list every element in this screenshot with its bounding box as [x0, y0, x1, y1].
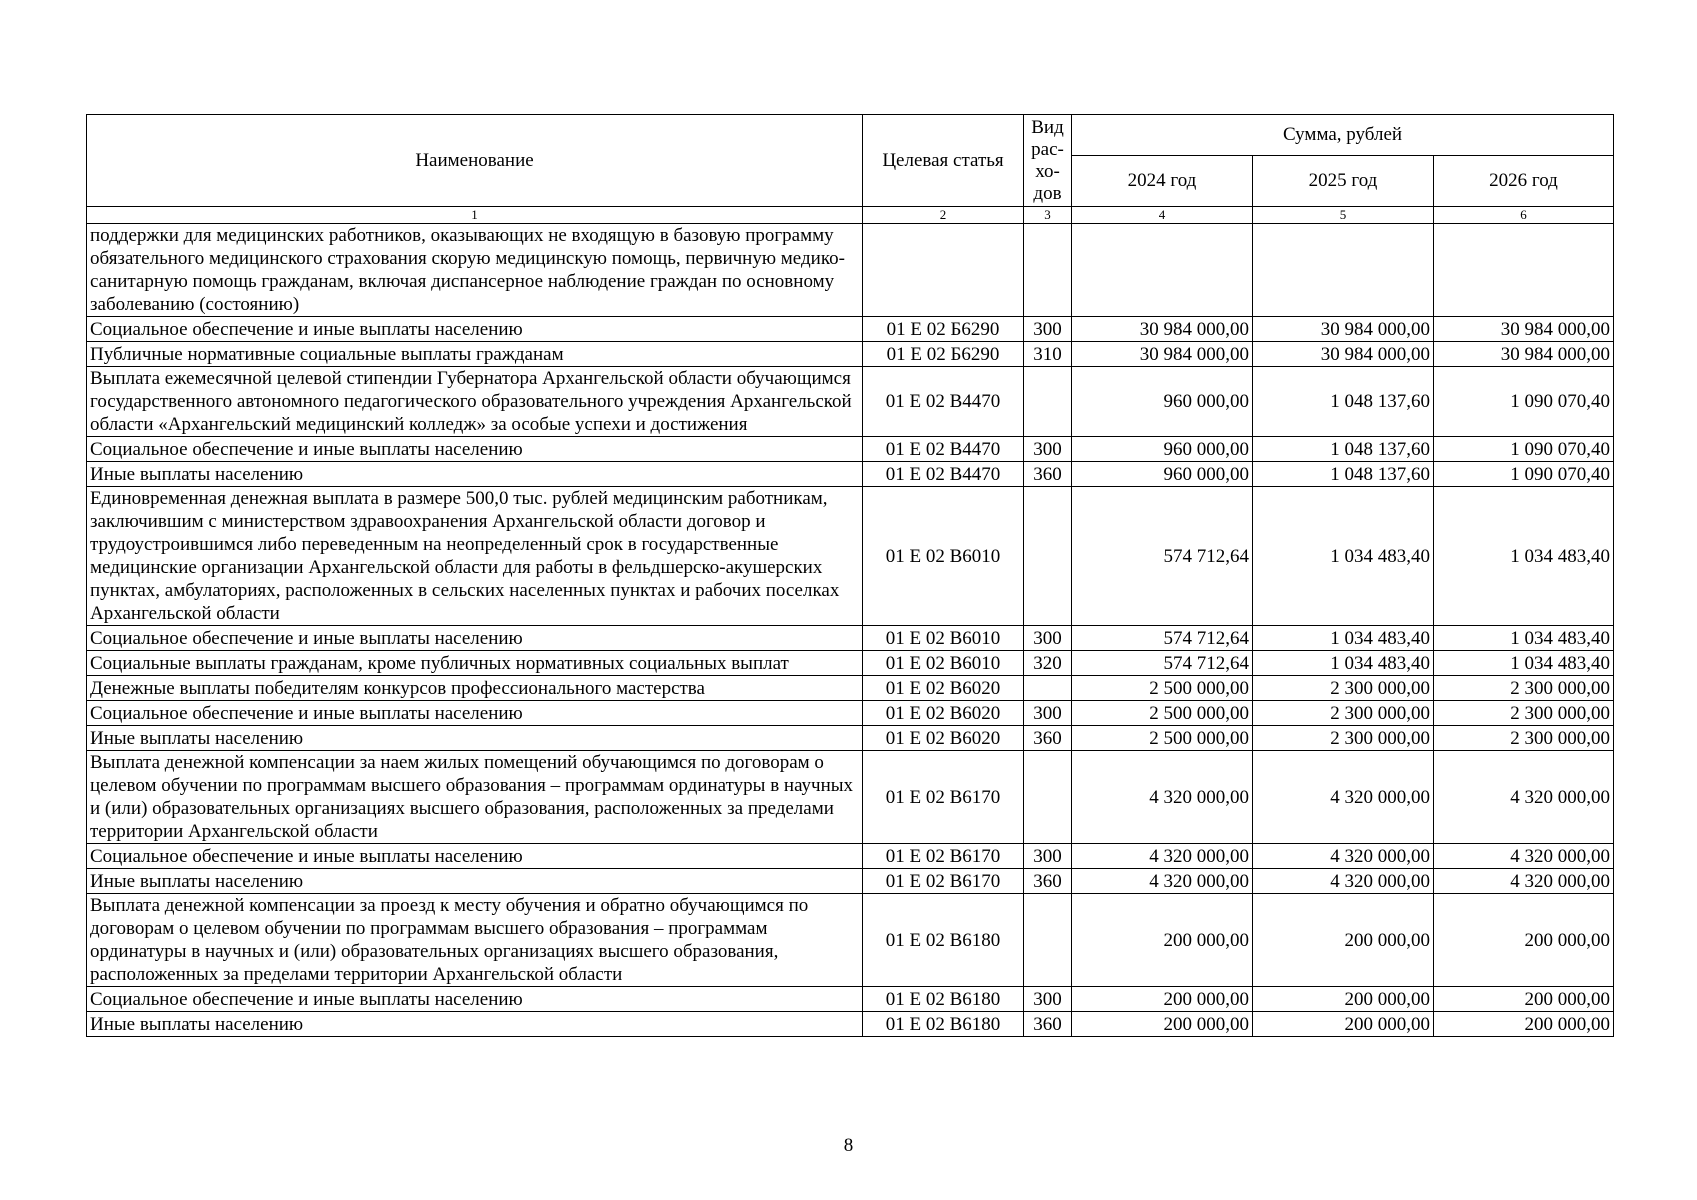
row-name-cell: Социальное обеспечение и иные выплаты населению: [87, 317, 863, 342]
row-amount-2026-cell: 1 034 483,40: [1434, 487, 1614, 626]
header-expense-type: [1024, 115, 1072, 207]
row-expense-type-cell: [1024, 367, 1072, 437]
row-amount-2024-cell: 2 500 000,00: [1072, 676, 1253, 701]
row-target-article-cell: 01 Е 02 В6180: [863, 1012, 1024, 1037]
column-number: 3: [1024, 207, 1072, 224]
column-number: 2: [863, 207, 1024, 224]
row-name-cell: Социальное обеспечение и иные выплаты населению: [87, 437, 863, 462]
row-amount-2026-cell: 4 320 000,00: [1434, 844, 1614, 869]
row-expense-type-cell: 300: [1024, 844, 1072, 869]
row-amount-2024-cell: [1072, 224, 1253, 317]
header-sum: Сумма, рублей: [1072, 115, 1614, 156]
row-amount-2024-cell: 200 000,00: [1072, 894, 1253, 987]
row-expense-type-cell: [1024, 894, 1072, 987]
row-target-article-cell: 01 Е 02 В6010: [863, 487, 1024, 626]
row-amount-2026-cell: 4 320 000,00: [1434, 751, 1614, 844]
row-amount-2024-cell: 30 984 000,00: [1072, 342, 1253, 367]
row-amount-2025-cell: 200 000,00: [1253, 987, 1434, 1012]
table-body: [87, 224, 1614, 1037]
row-amount-2026-cell: 1 090 070,40: [1434, 437, 1614, 462]
row-amount-2024-cell: 30 984 000,00: [1072, 317, 1253, 342]
row-amount-2026-cell: 30 984 000,00: [1434, 317, 1614, 342]
row-amount-2026-cell: 2 300 000,00: [1434, 726, 1614, 751]
row-name-cell: Иные выплаты населению: [87, 726, 863, 751]
table-row: [87, 462, 1614, 487]
row-target-article-cell: 01 Е 02 В6180: [863, 894, 1024, 987]
row-name-cell: Социальное обеспечение и иные выплаты населению: [87, 701, 863, 726]
row-amount-2025-cell: 1 034 483,40: [1253, 651, 1434, 676]
page-number: 8: [843, 1135, 854, 1156]
row-amount-2025-cell: 30 984 000,00: [1253, 317, 1434, 342]
row-amount-2024-cell: 4 320 000,00: [1072, 869, 1253, 894]
row-target-article-cell: 01 Е 02 В6020: [863, 701, 1024, 726]
table-row: [87, 367, 1614, 437]
row-expense-type-cell: 300: [1024, 317, 1072, 342]
table-row: [87, 317, 1614, 342]
row-amount-2026-cell: 30 984 000,00: [1434, 342, 1614, 367]
row-target-article-cell: 01 Е 02 В6020: [863, 676, 1024, 701]
row-target-article-cell: 01 Е 02 В6010: [863, 626, 1024, 651]
header-expense-type-line: хо-: [1035, 160, 1060, 182]
row-amount-2025-cell: [1253, 224, 1434, 317]
row-target-article-cell: 01 Е 02 Б6290: [863, 342, 1024, 367]
row-amount-2024-cell: 2 500 000,00: [1072, 701, 1253, 726]
row-amount-2025-cell: 4 320 000,00: [1253, 869, 1434, 894]
row-name-cell: Выплата денежной компенсации за проезд к месту обучения и обратно обучающимся по договорам о целевом обучении по программам высшего образования – программам ординатуры в научных и (или) образовательных организациях высшего образования, расположенных за пределами территории Архангельской области: [87, 894, 863, 987]
row-name-cell: Выплата денежной компенсации за наем жилых помещений обучающимся по договорам о целевом обучении по программам высшего образования – программам ординатуры в научных и (или) образовательных организациях высшего образования, расположенных за пределами территории Архангельской области: [87, 751, 863, 844]
row-expense-type-cell: 300: [1024, 987, 1072, 1012]
row-expense-type-cell: 360: [1024, 726, 1072, 751]
row-target-article-cell: 01 Е 02 В6170: [863, 869, 1024, 894]
row-amount-2026-cell: 1 090 070,40: [1434, 367, 1614, 437]
row-amount-2025-cell: 1 034 483,40: [1253, 626, 1434, 651]
table-row: [87, 726, 1614, 751]
row-target-article-cell: [863, 224, 1024, 317]
row-name-cell: Иные выплаты населению: [87, 1012, 863, 1037]
row-target-article-cell: 01 Е 02 Б6290: [863, 317, 1024, 342]
row-name-cell: Публичные нормативные социальные выплаты гражданам: [87, 342, 863, 367]
row-amount-2024-cell: 960 000,00: [1072, 367, 1253, 437]
row-expense-type-cell: 300: [1024, 701, 1072, 726]
table-row: [87, 487, 1614, 626]
row-amount-2026-cell: 200 000,00: [1434, 894, 1614, 987]
row-target-article-cell: 01 Е 02 В6170: [863, 751, 1024, 844]
table-row: [87, 651, 1614, 676]
column-number: 5: [1253, 207, 1434, 224]
header-expense-type-line: рас-: [1031, 138, 1064, 160]
table-row: [87, 869, 1614, 894]
row-expense-type-cell: [1024, 751, 1072, 844]
column-number: 6: [1434, 207, 1614, 224]
row-name-cell: Социальное обеспечение и иные выплаты населению: [87, 626, 863, 651]
row-target-article-cell: 01 Е 02 В4470: [863, 462, 1024, 487]
table-row: [87, 342, 1614, 367]
row-amount-2024-cell: 4 320 000,00: [1072, 751, 1253, 844]
row-amount-2025-cell: 2 300 000,00: [1253, 726, 1434, 751]
row-amount-2026-cell: 2 300 000,00: [1434, 701, 1614, 726]
row-expense-type-cell: 310: [1024, 342, 1072, 367]
header-expense-type-line: дов: [1033, 182, 1062, 204]
row-target-article-cell: 01 Е 02 В6020: [863, 726, 1024, 751]
row-amount-2026-cell: [1434, 224, 1614, 317]
row-target-article-cell: 01 Е 02 В4470: [863, 437, 1024, 462]
row-name-cell: поддержки для медицинских работников, оказывающих не входящую в базовую программу обязательного медицинского страхования скорую медицинскую помощь, первичную медико-санитарную помощь гражданам, включая диспансерное наблюдение граждан по основному заболеванию (состоянию): [87, 224, 863, 317]
row-amount-2025-cell: 2 300 000,00: [1253, 676, 1434, 701]
column-numbers-row: [87, 207, 1614, 224]
header-name: Наименование: [87, 115, 863, 207]
table-row: [87, 224, 1614, 317]
row-amount-2024-cell: 200 000,00: [1072, 1012, 1253, 1037]
row-amount-2026-cell: 1 034 483,40: [1434, 651, 1614, 676]
row-expense-type-cell: 320: [1024, 651, 1072, 676]
column-number: 4: [1072, 207, 1253, 224]
row-target-article-cell: 01 Е 02 В6180: [863, 987, 1024, 1012]
row-amount-2026-cell: 4 320 000,00: [1434, 869, 1614, 894]
table-row: [87, 437, 1614, 462]
table-row: [87, 626, 1614, 651]
row-target-article-cell: 01 Е 02 В6010: [863, 651, 1024, 676]
row-expense-type-cell: 300: [1024, 437, 1072, 462]
row-name-cell: Единовременная денежная выплата в размере 500,0 тыс. рублей медицинским работникам, заключившим с министерством здравоохранения Архангельской области договор и трудоустроившимся либо переведенным на неопределенный срок в государственные медицинские организации Архангельской области для работы в фельдшерско-акушерских пунктах, амбулаториях, расположенных в сельских населенных пунктах и рабочих поселках Архангельской области: [87, 487, 863, 626]
row-amount-2024-cell: 2 500 000,00: [1072, 726, 1253, 751]
row-amount-2026-cell: 200 000,00: [1434, 1012, 1614, 1037]
table-row: [87, 844, 1614, 869]
table-row: [87, 676, 1614, 701]
row-amount-2026-cell: 200 000,00: [1434, 987, 1614, 1012]
header-year-2025: 2025 год: [1253, 156, 1434, 207]
row-amount-2025-cell: 1 048 137,60: [1253, 462, 1434, 487]
header-year-2026: 2026 год: [1434, 156, 1614, 207]
row-amount-2026-cell: 2 300 000,00: [1434, 676, 1614, 701]
table-row: [87, 987, 1614, 1012]
row-expense-type-cell: 360: [1024, 462, 1072, 487]
table-row: [87, 894, 1614, 987]
row-target-article-cell: 01 Е 02 В4470: [863, 367, 1024, 437]
row-amount-2025-cell: 30 984 000,00: [1253, 342, 1434, 367]
row-name-cell: Иные выплаты населению: [87, 869, 863, 894]
row-amount-2025-cell: 4 320 000,00: [1253, 844, 1434, 869]
row-amount-2024-cell: 4 320 000,00: [1072, 844, 1253, 869]
row-amount-2024-cell: 574 712,64: [1072, 626, 1253, 651]
row-amount-2026-cell: 1 090 070,40: [1434, 462, 1614, 487]
header-target-article: Целевая статья: [863, 115, 1024, 207]
row-amount-2024-cell: 200 000,00: [1072, 987, 1253, 1012]
table-row: [87, 751, 1614, 844]
row-expense-type-cell: [1024, 676, 1072, 701]
row-name-cell: Выплата ежемесячной целевой стипендии Губернатора Архангельской области обучающимся государственного автономного педагогического образовательного учреждения Архангельской области «Архангельский медицинский колледж» за особые успехи и достижения: [87, 367, 863, 437]
row-expense-type-cell: 360: [1024, 1012, 1072, 1037]
table-row: [87, 1012, 1614, 1037]
header-year-2024: 2024 год: [1072, 156, 1253, 207]
row-expense-type-cell: [1024, 224, 1072, 317]
row-amount-2025-cell: 1 048 137,60: [1253, 367, 1434, 437]
row-expense-type-cell: [1024, 487, 1072, 626]
header-expense-type-line: Вид: [1031, 116, 1064, 138]
row-name-cell: Социальное обеспечение и иные выплаты населению: [87, 844, 863, 869]
row-expense-type-cell: 300: [1024, 626, 1072, 651]
row-name-cell: Социальные выплаты гражданам, кроме публичных нормативных социальных выплат: [87, 651, 863, 676]
row-expense-type-cell: 360: [1024, 869, 1072, 894]
row-amount-2024-cell: 574 712,64: [1072, 487, 1253, 626]
row-amount-2024-cell: 960 000,00: [1072, 462, 1253, 487]
row-amount-2024-cell: 960 000,00: [1072, 437, 1253, 462]
row-target-article-cell: 01 Е 02 В6170: [863, 844, 1024, 869]
row-amount-2025-cell: 4 320 000,00: [1253, 751, 1434, 844]
row-amount-2025-cell: 200 000,00: [1253, 1012, 1434, 1037]
budget-table: [86, 114, 1614, 1037]
row-amount-2025-cell: 2 300 000,00: [1253, 701, 1434, 726]
row-amount-2025-cell: 1 034 483,40: [1253, 487, 1434, 626]
row-name-cell: Денежные выплаты победителям конкурсов профессионального мастерства: [87, 676, 863, 701]
row-name-cell: Социальное обеспечение и иные выплаты населению: [87, 987, 863, 1012]
column-number: 1: [87, 207, 863, 224]
row-amount-2025-cell: 1 048 137,60: [1253, 437, 1434, 462]
row-amount-2024-cell: 574 712,64: [1072, 651, 1253, 676]
row-name-cell: Иные выплаты населению: [87, 462, 863, 487]
row-amount-2025-cell: 200 000,00: [1253, 894, 1434, 987]
row-amount-2026-cell: 1 034 483,40: [1434, 626, 1614, 651]
table-row: [87, 701, 1614, 726]
